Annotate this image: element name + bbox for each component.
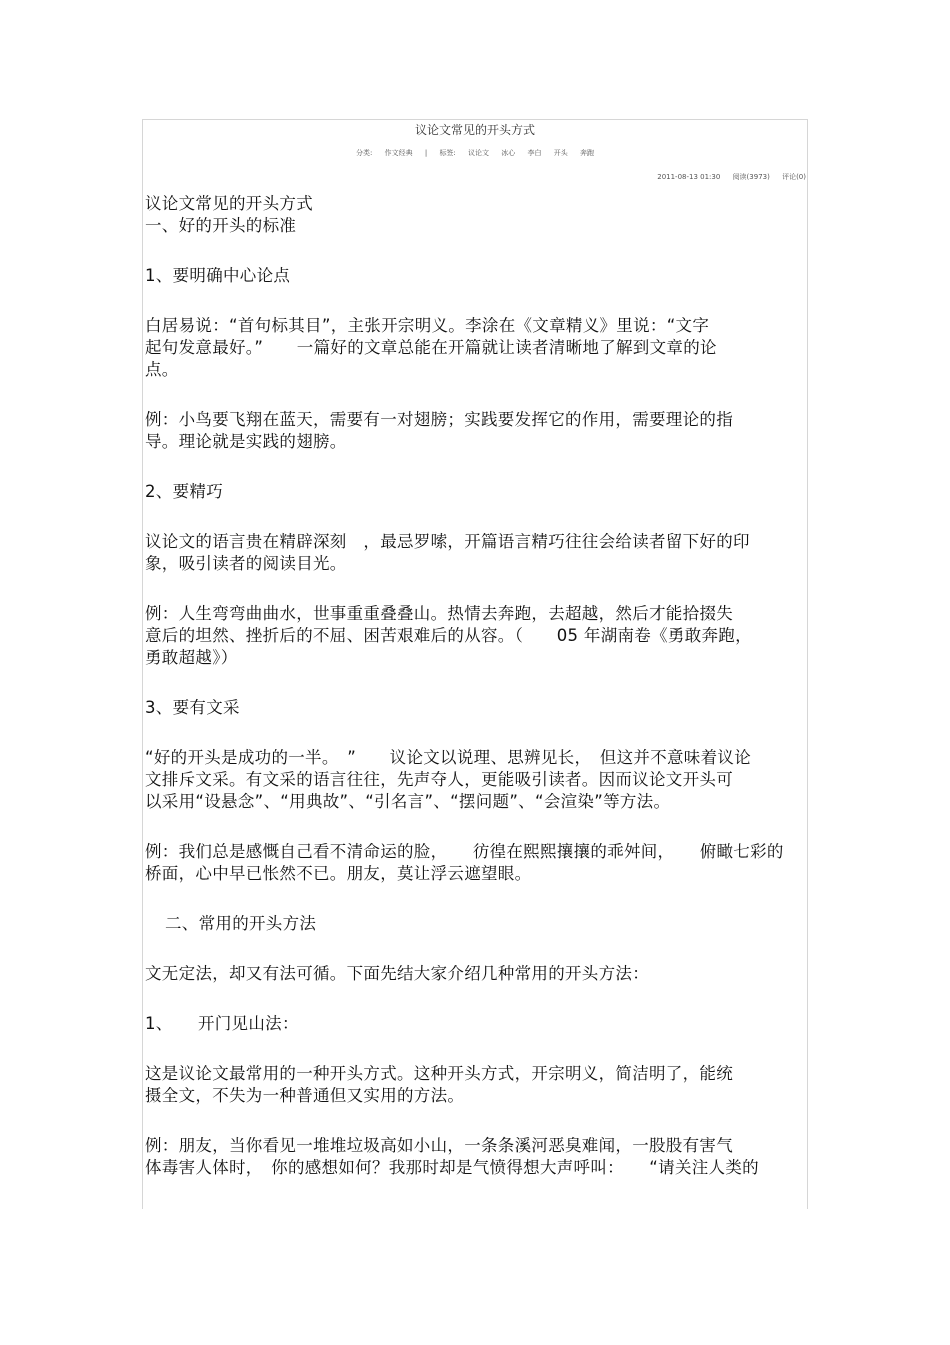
example-line: 例：人生弯弯曲曲水，世事重重叠叠山。热情去奔跑，去超越，然后才能拾掇失 xyxy=(145,604,733,623)
tags-label: 标签: xyxy=(439,149,456,157)
point-heading: 1、要明确中心论点 xyxy=(145,266,291,285)
paragraph-line: 议论文的语言贵在精辟深刻 ，最忌罗嗦，开篇语言精巧往往会给读者留下好的印 xyxy=(145,532,750,551)
example-line: 桥面，心中早已怅然不已。朋友，莫让浮云遮望眼。 xyxy=(145,864,532,883)
example-line: 意后的坦然、挫折后的不屈、困苦艰难后的从容。（ 05 年湖南卷《勇敢奔跑， xyxy=(145,626,752,645)
tag-link[interactable]: 奔跑 xyxy=(579,149,594,157)
method-heading: 1、 开门见山法： xyxy=(145,1014,299,1033)
paragraph-line: 摄全文，不失为一种普通但又实用的方法。 xyxy=(145,1086,465,1105)
paragraph-line: 点。 xyxy=(145,360,179,379)
paragraph-line: 以采用“设悬念”、“用典故”、“引名言”、“摆问题”、“会渲染”等方法。 xyxy=(145,792,671,811)
paragraph-line: 象，吸引读者的阅读目光。 xyxy=(145,554,347,573)
tag-link[interactable]: 冰心 xyxy=(501,149,516,157)
post-stats xyxy=(647,172,806,182)
example-line: 例：朋友，当你看见一堆堆垃圾高如小山，一条条溪河恶臭难闻，一股股有害气 xyxy=(145,1136,733,1155)
paragraph-line: 白居易说：“首句标其目”，主张开宗明义。李涂在《文章精义》里说：“文字 xyxy=(145,316,710,335)
post-title: 议论文常见的开头方式 xyxy=(414,123,535,137)
category-link[interactable]: 作文经典 xyxy=(384,149,413,157)
example-line: 导。理论就是实践的翅膀。 xyxy=(145,432,347,451)
read-count: 阅读(3973) xyxy=(732,173,770,181)
article-heading: 议论文常见的开头方式 xyxy=(145,194,313,213)
post-meta xyxy=(142,148,808,158)
paragraph-line: 起句发意最好。” 一篇好的文章总能在开篇就让读者清晰地了解到文章的论 xyxy=(145,338,717,357)
post-date: 2011-08-13 01:30 xyxy=(657,173,721,181)
point-heading: 2、要精巧 xyxy=(145,482,223,501)
paragraph-line: 这是议论文最常用的一种开头方式。这种开头方式，开宗明义，简洁明了，能统 xyxy=(145,1064,733,1083)
example-line: 勇敢超越》） xyxy=(145,648,238,667)
point-heading: 3、要有文采 xyxy=(145,698,240,717)
article-body xyxy=(145,193,805,1179)
example-line: 例：我们总是感慨自己看不清命运的脸， 彷徨在熙熙攘攘的乖舛间， 俯瞰七彩的 xyxy=(145,842,784,861)
tag-link[interactable]: 议论文 xyxy=(468,149,490,157)
paragraph-line: 文无定法，却又有法可循。下面先结大家介绍几种常用的开头方法： xyxy=(145,964,649,983)
paragraph-line: 文排斥文采。有文采的语言往往，先声夺人，更能吸引读者。因而议论文开头可 xyxy=(145,770,733,789)
comment-link[interactable]: 评论(0) xyxy=(782,173,806,181)
meta-separator: | xyxy=(424,149,428,157)
tag-link[interactable]: 开头 xyxy=(553,149,568,157)
example-line: 体毒害人体时， 你的感想如何？我那时却是气愤得想大声呼叫： “请关注人类的 xyxy=(145,1158,759,1177)
section-heading: 二、常用的开头方法 xyxy=(165,914,317,933)
category-label: 分类: xyxy=(356,149,373,157)
section-heading: 一、好的开头的标准 xyxy=(145,216,297,235)
tag-link[interactable]: 李白 xyxy=(527,149,542,157)
paragraph-line: “好的开头是成功的一半。 ” 议论文以说理、思辨见长， 但这并不意味着议论 xyxy=(145,748,751,767)
example-line: 例：小鸟要飞翔在蓝天，需要有一对翅膀；实践要发挥它的作用，需要理论的指 xyxy=(145,410,733,429)
